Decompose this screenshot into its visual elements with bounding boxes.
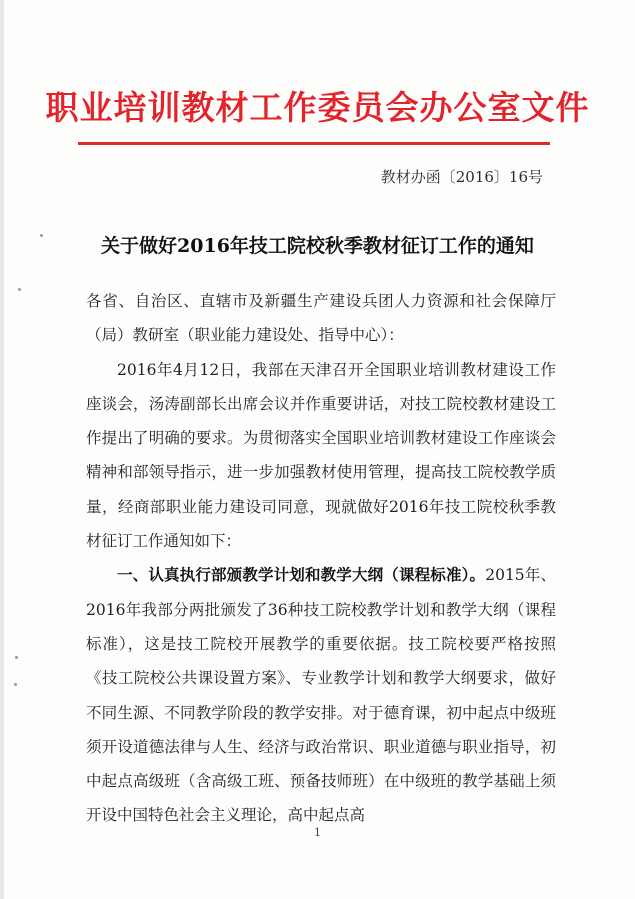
page-number: 1 — [314, 826, 321, 839]
notice-body — [86, 284, 556, 833]
document-number: 教材办函〔2016〕16号 — [380, 168, 543, 186]
section-heading: 一、认真执行部颁教学计划和教学大纲（课程标准）。 — [117, 565, 486, 585]
body-paragraph: 2016年4月12日，我部在天津召开全国职业培训教材建设工作座谈会，汤涛副部长出席会议并作重要讲话，对技工院校教材建设工作提出了明确的要求。为贯彻落实全国职业培训教材建设工作座谈会精神和部领导指示，进一步加强教材使用管理，提高技工院校教学质量，经商部职业能力建设司同意，现就做好2016年技工院校秋季教材征订工作通知如下： — [86, 360, 556, 551]
scan-speck — [40, 234, 43, 237]
scan-speck — [15, 656, 18, 659]
scan-speck — [18, 288, 21, 291]
letterhead-title: 职业培训教材工作委员会办公室文件 — [45, 88, 590, 127]
scan-edge-shadow — [0, 0, 4, 899]
section-paragraph — [86, 558, 556, 832]
letterhead-red-rule — [78, 142, 550, 145]
notice-title: 关于做好2016年技工院校秋季教材征订工作的通知 — [101, 235, 534, 257]
section-text: 2015年、2016年我部分两批颁发了36种技工院校教学计划和教学大纲（课程标准），这是技工院校开展教学的重要依据。技工院校要严格按照《技工院校公共课设置方案》、专业教学计划和教学大纲要求，做好不同生源、不同教学阶段的教学安排。对于德育课，初中起点中级班须开设道德法律与人生、经济与政治常识、职业道德与职业指导，初中起点高级班（含高级工班、预备技师班）在中级班的教学基础上须开设中国特色社会主义理论，高中起点高 — [86, 566, 556, 825]
addressee-paragraph: 各省、自治区、直辖市及新疆生产建设兵团人力资源和社会保障厅（局）教研室（职业能力建设处、指导中心）： — [86, 292, 556, 345]
scan-speck — [14, 683, 17, 686]
